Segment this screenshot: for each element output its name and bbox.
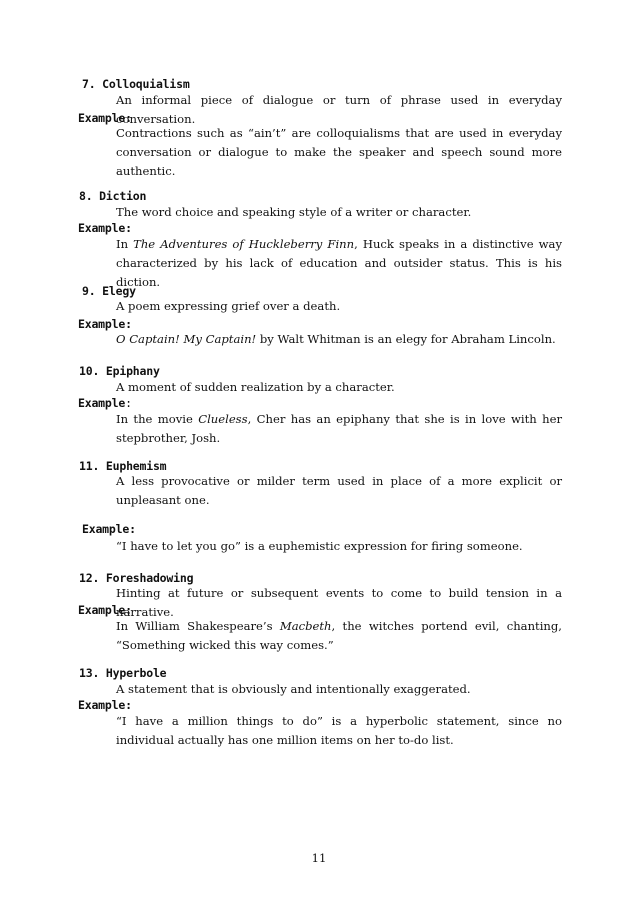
term-definition: Hinting at future or subsequent events to come to build tension in a narrative. <box>116 586 562 619</box>
term-heading: 8. Diction <box>79 189 147 203</box>
work-title: The Adventures of Huckleberry Finn <box>133 237 355 251</box>
example-text-pre: In <box>116 237 134 251</box>
example-label-colon: : <box>125 396 132 410</box>
example-text-post: , Huck speaks in a distinctive way characterized by his lack of education and outsider status. This is his diction. <box>116 237 562 289</box>
work-title: Clueless <box>198 412 248 426</box>
example-label: Example: <box>78 603 132 617</box>
term-definition: A poem expressing grief over a death. <box>116 299 341 313</box>
example-text-pre: In the movie <box>116 412 199 426</box>
example-text <box>116 617 562 655</box>
example-label: Example: <box>82 522 136 536</box>
example-text: “I have a million things to do” is a hyperbolic statement, since no individual actually has one million items on her to-do list. <box>116 714 562 747</box>
term-definition: An informal piece of dialogue or turn of phrase used in everyday conversation. <box>116 93 562 126</box>
term-heading: 13. Hyperbole <box>79 666 167 680</box>
term-heading: 12. Foreshadowing <box>79 571 194 585</box>
term-heading: 11. Euphemism <box>79 459 167 473</box>
term-heading: 10. Epiphany <box>79 364 160 378</box>
example-label: Example: <box>78 221 132 235</box>
example-text <box>116 330 562 349</box>
term-heading: 7. Colloquialism <box>82 77 190 91</box>
term-heading: 9. Elegy <box>82 284 136 298</box>
example-label: Example: <box>78 111 132 125</box>
example-text: Contractions such as “ain’t” are colloquialisms that are used in everyday conversation or dialogue to make the speaker and speech sound more authentic. <box>116 126 562 178</box>
example-label-text: Example <box>78 396 126 410</box>
example-text-pre: In William Shakespeare’s <box>116 619 280 633</box>
term-definition: A moment of sudden realization by a character. <box>116 380 395 394</box>
example-text-post: , the witches portend evil, chanting, “Something wicked this way comes.” <box>116 619 562 652</box>
example-label <box>78 396 132 410</box>
example-text: “I have to let you go” is a euphemistic expression for firing someone. <box>116 539 523 553</box>
example-label: Example: <box>78 317 132 331</box>
example-label: Example: <box>78 698 132 712</box>
example-text-post: , Cher has an epiphany that she is in love with her stepbrother, Josh. <box>116 412 562 445</box>
page-number: 11 <box>311 851 327 865</box>
term-definition: The word choice and speaking style of a writer or character. <box>116 205 472 219</box>
term-definition: A statement that is obviously and intentionally exaggerated. <box>116 682 471 696</box>
example-text-post: by Walt Whitman is an elegy for Abraham Lincoln. <box>256 332 556 346</box>
work-title: Macbeth <box>279 619 332 633</box>
term-definition: A less provocative or milder term used in place of a more explicit or unpleasant one. <box>116 474 562 507</box>
example-text <box>116 235 562 292</box>
example-text <box>116 410 562 448</box>
work-title: O Captain! My Captain! <box>116 332 257 346</box>
